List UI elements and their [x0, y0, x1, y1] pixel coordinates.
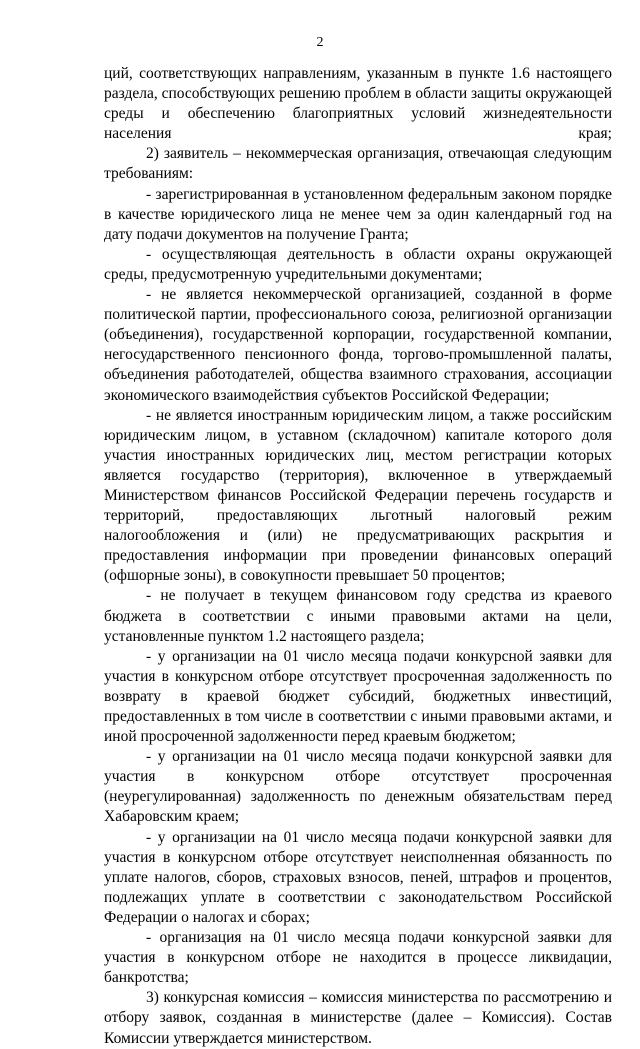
paragraph-1: [104, 64, 612, 144]
paragraph-4: - осуществляющая деятельность в области охраны окружающей среды, предусмотренную учредительными документами;: [104, 245, 612, 283]
paragraph-12: 3) конкурсная комиссия – комиссия министерства по рассмотрению и отбору заявок, созданная в министерстве (далее – Комиссия). Состав Комиссии утверждается министерством.: [104, 989, 612, 1047]
paragraph-5: - не является некоммерческой организацией, созданной в форме политической партии, профессионального союза, религиозной организации (объединения), государственной корпорации, государственной компании, негосударственного пенсионного фонда, торгово-промышленной палаты, объединения работодателей, общества взаимного страхования, ассоциации экономического взаимодействия субъектов Российской Федерации;: [104, 286, 612, 404]
paragraph-7: - не получает в текущем финансовом году средства из краевого бюджета в соответствии с иными правовыми актами на цели, установленные пунктом 1.2 настоящего раздела;: [104, 587, 612, 645]
paragraph-8: - у организации на 01 число месяца подачи конкурсной заявки для участия в конкурсном отборе отсутствует просроченная задолженность по возврату в краевой бюджет субсидий, бюджетных инвестиций, предоставленных в том числе в соответствии с иными правовыми актами, и иной просроченной задолженности перед краевым бюджетом;: [104, 647, 612, 746]
paragraph-2: 2) заявитель – некоммерческая организация, отвечающая следующим требованиям:: [104, 145, 612, 183]
para-1-text: ций, соответствующих направлениям, указанным в пункте 1.6 настоящего раздела, способствующих решению проблем в области защиты окружающей среды и обеспечению благоприятных условий жизнедеятельности населения края;: [104, 65, 612, 143]
paragraph-3: - зарегистрированная в установленном федеральным законом порядке в качестве юридического лица не менее чем за один календарный год на дату подачи документов на получение Гранта;: [104, 185, 612, 243]
paragraph-9: - у организации на 01 число месяца подачи конкурсной заявки для участия в конкурсном отборе отсутствует просроченная (неурегулированная) задолженность по денежным обязательствам перед Хабаровским краем;: [104, 748, 612, 826]
paragraph-11: - организация на 01 число месяца подачи конкурсной заявки для участия в конкурсном отборе не находится в процессе ликвидации, банкротства;: [104, 929, 612, 987]
paragraph-10: - у организации на 01 число месяца подачи конкурсной заявки для участия в конкурсном отборе отсутствует неисполненная обязанность по уплате налогов, сборов, страховых взносов, пеней, штрафов и процентов, подлежащих уплате в соответствии с законодательством Российской Федерации о налогах и сборах;: [104, 828, 612, 926]
document-body: [104, 64, 612, 1049]
paragraph-6: - не является иностранным юридическим лицом, а также российским юридическим лицом, в уставном (складочном) капитале которого доля участия иностранных юридических лиц, местом регистрации которых является государство (территория), включенное в утверждаемый Министерством финансов Российской Федерации перечень государств и территорий, предоставляющих льготный налоговый режим налогообложения и (или) не предусматривающих раскрытия и предоставления информации при проведении финансовых операций (офшорные зоны), в совокупности превышает 50 процентов;: [104, 406, 612, 585]
page-number: 2: [316, 35, 324, 50]
